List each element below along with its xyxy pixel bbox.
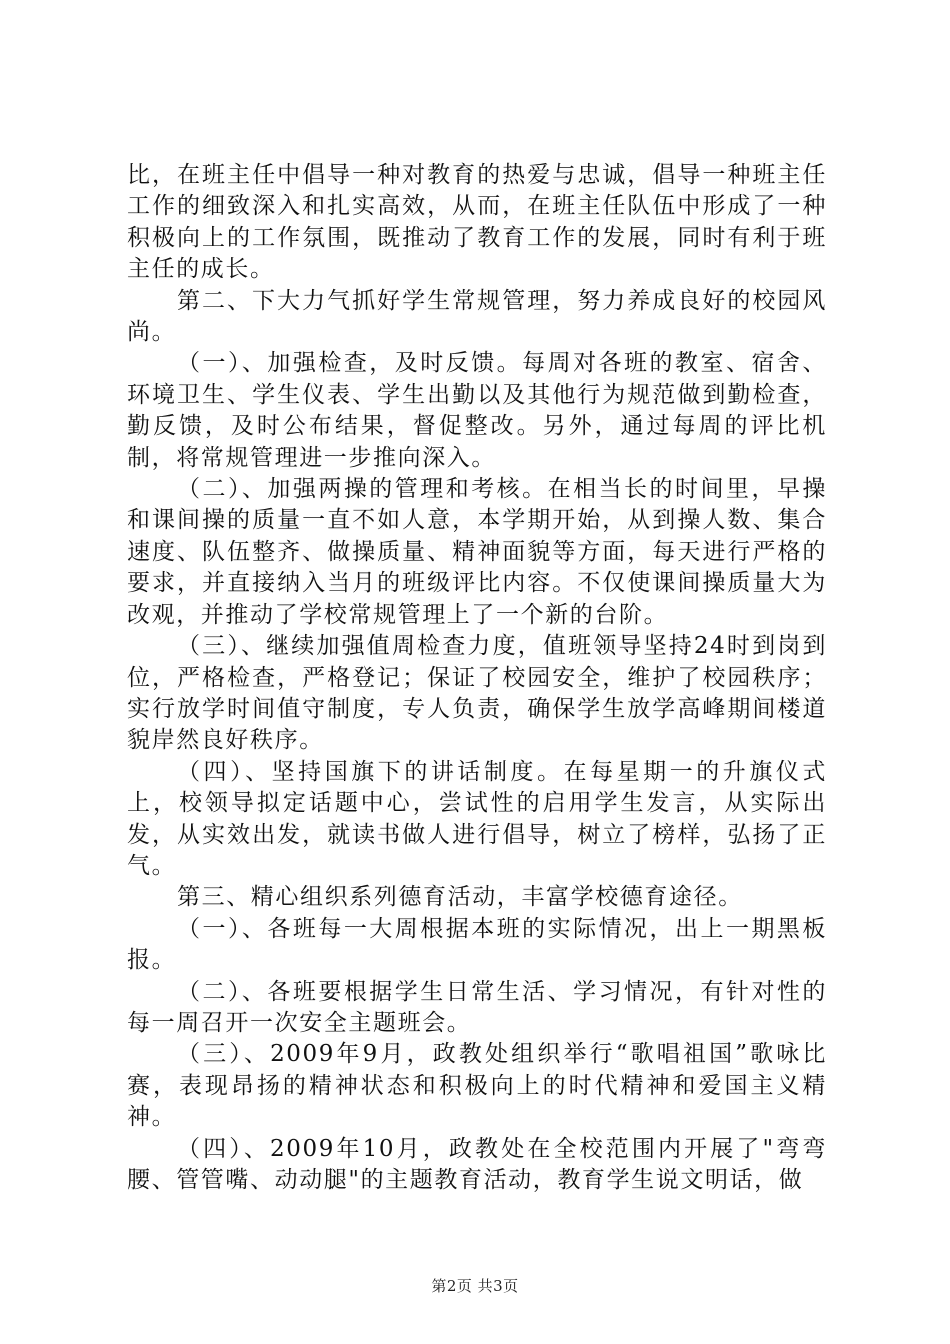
section-heading-2: 第二、下大力气抓好学生常规管理，努力养成良好的校园风尚。 [127,287,827,346]
page-footer: 第2页 共3页 [431,1277,519,1295]
paragraph-item: （三）、继续加强值周检查力度，值班领导坚持24时到岗到位，严格检查，严格登记；保证了校园安全，维护了校园秩序；实行放学时间值守制度，专人负责，确保学生放学高峰期间楼道貌岸然良好秩序。 [127,633,827,754]
paragraph-item: （一）、各班每一大周根据本班的实际情况，出上一期黑板报。 [127,915,827,974]
section-heading-3: 第三、精心组织系列德育活动，丰富学校德育途径。 [177,884,743,911]
paragraph-continuation: 比，在班主任中倡导一种对教育的热爱与忠诚，倡导一种班主任工作的细致深入和扎实高效，从而，在班主任队伍中形成了一种积极向上的工作氛围，既推动了教育工作的发展，同时有利于班主任的成长。 [127,162,827,283]
paragraph-item: （四）、2009年10月，政教处在全校范围内开展了"弯弯腰、管管嘴、动动腿"的主题教育活动，教育学生说文明话，做 [127,1135,827,1193]
document-body [127,160,827,1196]
paragraph-item: （二）、各班要根据学生日常生活、学习情况，有针对性的每一周召开一次安全主题班会。 [127,978,827,1036]
paragraph-item: （二）、加强两操的管理和考核。在相当长的时间里，早操和课间操的质量一直不如人意，本学期开始，从到操人数、集合速度、队伍整齐、做操质量、精神面貌等方面，每天进行严格的要求，并直接纳入当月的班级评比内容。不仅使课间操质量大为改观，并推动了学校常规管理上了一个新的台阶。 [127,476,827,628]
paragraph-item: （一）、加强检查，及时反馈。每周对各班的教室、宿舍、环境卫生、学生仪表、学生出勤以及其他行为规范做到勤检查，勤反馈，及时公布结果，督促整改。另外，通过每周的评比机制，将常规管理进一步推向深入。 [127,350,827,471]
paragraph-item: （三）、2009年9月，政教处组织举行“歌唱祖国”歌咏比赛，表现昂扬的精神状态和积极向上的时代精神和爱国主义精神。 [127,1041,827,1131]
paragraph-item: （四）、坚持国旗下的讲话制度。在每星期一的升旗仪式上，校领导拟定话题中心，尝试性的启用学生发言，从实际出发，从实效出发，就读书做人进行倡导，树立了榜样，弘扬了正气。 [127,758,827,879]
